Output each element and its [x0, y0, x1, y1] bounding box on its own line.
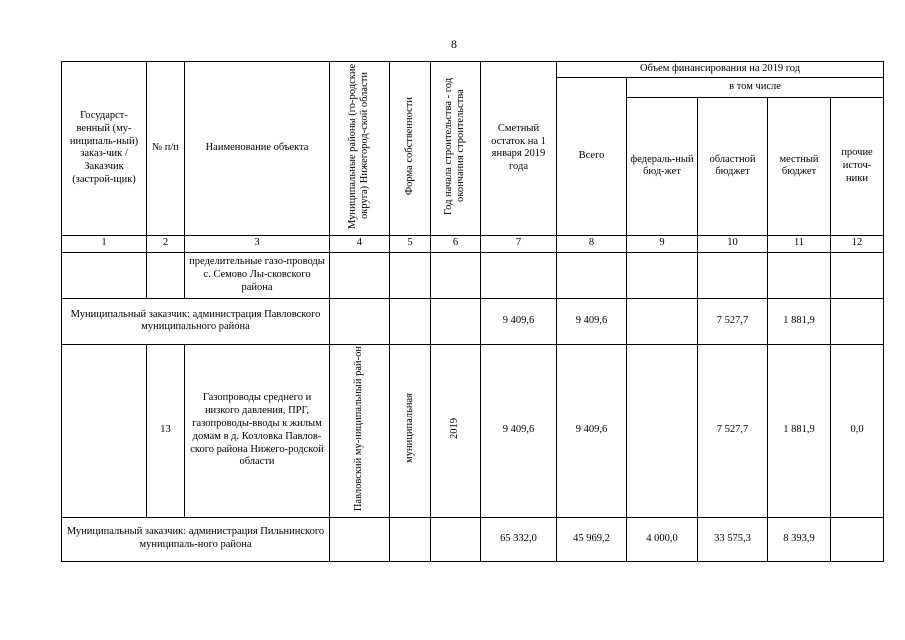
- page-number: 8: [451, 37, 457, 51]
- customer-subtotal-row: [62, 298, 884, 344]
- object-name: Газопроводы среднего и низкого давления, ПРГ, газопроводы-вводы к жилым домам в д. Козловка Павлов-ского района Нижего-родской области: [185, 344, 330, 517]
- header-other: прочие источ-ники: [831, 97, 884, 235]
- column-number: 11: [768, 235, 831, 252]
- total-value: 9 409,6: [557, 298, 627, 344]
- customer-label: Муниципальный заказчик: администрация Пильнинского муниципаль-ного района: [62, 517, 330, 561]
- federal-value: [627, 344, 698, 517]
- header-ownership-cell: [390, 62, 431, 236]
- table-row: [62, 344, 884, 517]
- column-number: 3: [185, 235, 330, 252]
- ownership-value: муниципальная: [403, 393, 415, 464]
- years-cell: [431, 344, 481, 517]
- estimate-value: 65 332,0: [481, 517, 557, 561]
- column-number: 12: [831, 235, 884, 252]
- regional-value: 7 527,7: [698, 344, 768, 517]
- header-total: Всего: [557, 78, 627, 236]
- column-number: 5: [390, 235, 431, 252]
- district-cell: [330, 344, 390, 517]
- item-number: 13: [147, 344, 185, 517]
- customer-label: Муниципальный заказчик: администрация Павловского муниципального района: [62, 298, 330, 344]
- regional-value: 33 575,3: [698, 517, 768, 561]
- column-number: 8: [557, 235, 627, 252]
- customer-subtotal-row: [62, 517, 884, 561]
- header-years-cell: [431, 62, 481, 236]
- column-number: 10: [698, 235, 768, 252]
- other-value: [831, 298, 884, 344]
- other-value: 0,0: [831, 344, 884, 517]
- local-value: 1 881,9: [768, 298, 831, 344]
- years-value: 2019: [449, 417, 461, 439]
- other-value: [831, 517, 884, 561]
- header-federal: федераль-ный бюд-жет: [627, 97, 698, 235]
- federal-value: [627, 298, 698, 344]
- header-districts-cell: [330, 62, 390, 236]
- column-number: 6: [431, 235, 481, 252]
- header-local: местный бюджет: [768, 97, 831, 235]
- header-num: № п/п: [147, 62, 185, 236]
- header-years: Год начала строительства - год окончания строительства: [443, 77, 467, 215]
- header-object-name: Наименование объекта: [185, 62, 330, 236]
- district-name: Павловский му-ниципальный рай-он: [353, 345, 365, 511]
- local-value: 8 393,9: [768, 517, 831, 561]
- header-regional: областной бюджет: [698, 97, 768, 235]
- header-estimate: Сметный остаток на 1 января 2019 года: [481, 62, 557, 236]
- header-customer: Государст-венный (му-ниципаль-ный) заказ-чик / Заказчик (застрой-щик): [62, 62, 147, 236]
- column-number: 9: [627, 235, 698, 252]
- column-numbers-row: [62, 235, 884, 252]
- estimate-value: 9 409,6: [481, 298, 557, 344]
- header-ownership: Форма собственности: [403, 96, 415, 196]
- column-number: 4: [330, 235, 390, 252]
- local-value: 1 881,9: [768, 344, 831, 517]
- ownership-cell: [390, 344, 431, 517]
- object-name: пределительные газо-проводы с. Семово Лы-сковского района: [185, 252, 330, 298]
- total-value: 45 969,2: [557, 517, 627, 561]
- table-row: [62, 252, 884, 298]
- estimate-value: 9 409,6: [481, 344, 557, 517]
- header-funding-volume: Объем финансирования на 2019 год: [557, 62, 884, 78]
- regional-value: 7 527,7: [698, 298, 768, 344]
- header-including: в том числе: [627, 78, 884, 98]
- total-value: 9 409,6: [557, 344, 627, 517]
- column-number: 7: [481, 235, 557, 252]
- financing-table: [61, 61, 884, 562]
- column-number: 1: [62, 235, 147, 252]
- column-number: 2: [147, 235, 185, 252]
- header-districts: Муниципальные районы (го-родские округа) Нижегород-ской области: [347, 63, 371, 229]
- federal-value: 4 000,0: [627, 517, 698, 561]
